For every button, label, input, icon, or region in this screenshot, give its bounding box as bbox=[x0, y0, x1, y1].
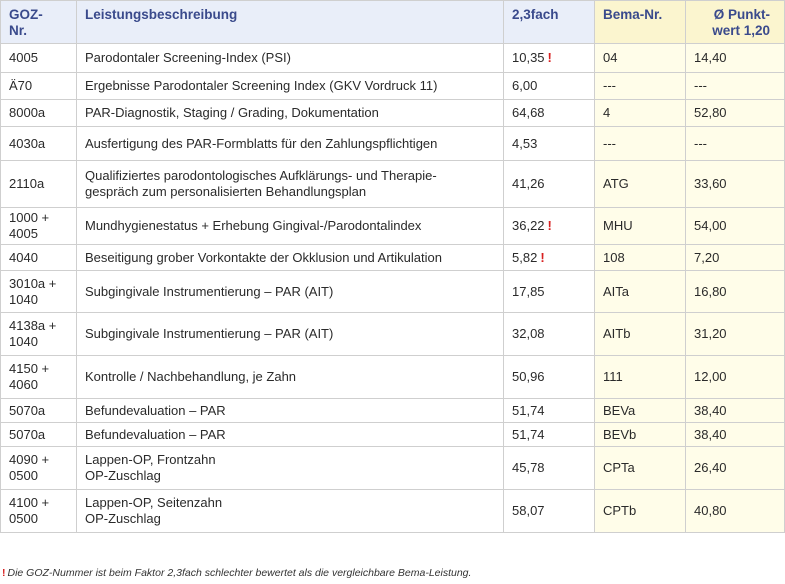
punktwert-cell: 54,00 bbox=[686, 208, 785, 245]
goz-number: 1000 + bbox=[9, 210, 50, 225]
description-line: OP-Zuschlag bbox=[85, 511, 161, 526]
price-cell bbox=[504, 73, 595, 100]
bema-cell: 4 bbox=[595, 100, 686, 127]
goz-number: 4100 + bbox=[9, 495, 50, 510]
goz-number: 4150 + bbox=[9, 361, 50, 376]
table-header-row bbox=[1, 1, 785, 44]
price-cell bbox=[504, 356, 595, 399]
table-row bbox=[1, 423, 785, 447]
punktwert-cell: 26,40 bbox=[686, 447, 785, 490]
punktwert-cell: 31,20 bbox=[686, 313, 785, 356]
price-value: 6,00 bbox=[512, 78, 538, 93]
price-cell bbox=[504, 423, 595, 447]
price-cell bbox=[504, 271, 595, 313]
description-line: Lappen-OP, Frontzahn bbox=[85, 452, 216, 467]
description-line: OP-Zuschlag bbox=[85, 468, 161, 483]
bema-cell: 111 bbox=[595, 356, 686, 399]
table-row bbox=[1, 245, 785, 271]
punktwert-cell: 38,40 bbox=[686, 423, 785, 447]
bema-cell: 04 bbox=[595, 44, 686, 73]
goz-cell bbox=[1, 208, 77, 245]
price-value: 64,68 bbox=[512, 105, 545, 120]
price-value: 5,82 bbox=[512, 249, 538, 265]
table-row bbox=[1, 356, 785, 399]
price-value: 45,78 bbox=[512, 460, 545, 475]
goz-number: 2110a bbox=[9, 176, 45, 191]
description-line: Kontrolle / Nachbehandlung, je Zahn bbox=[85, 369, 297, 384]
bema-cell: BEVa bbox=[595, 399, 686, 423]
description-line: Ergebnisse Parodontaler Screening Index (GKV Vordruck 11) bbox=[85, 78, 438, 93]
price-cell bbox=[504, 100, 595, 127]
goz-number: 5070a bbox=[9, 402, 46, 418]
price-value: 50,96 bbox=[512, 369, 545, 384]
description-line: Parodontaler Screening-Index (PSI) bbox=[85, 50, 291, 65]
goz-number: 4090 + bbox=[9, 452, 50, 467]
goz-cell bbox=[1, 127, 77, 161]
warning-flag: ! bbox=[547, 50, 552, 65]
punktwert-cell: 7,20 bbox=[686, 245, 785, 271]
footnote bbox=[2, 567, 471, 579]
description-cell bbox=[77, 73, 504, 100]
price-cell bbox=[504, 208, 595, 245]
punktwert-cell: 38,40 bbox=[686, 399, 785, 423]
price-cell bbox=[504, 44, 595, 73]
price-cell bbox=[504, 127, 595, 161]
bema-cell: CPTa bbox=[595, 447, 686, 490]
price-cell bbox=[504, 490, 595, 533]
goz-number: 5070a bbox=[9, 426, 46, 442]
description-line: Subgingivale Instrumentierung – PAR (AIT) bbox=[85, 326, 334, 341]
goz-number: 4060 bbox=[9, 377, 38, 392]
header-goz-line2: Nr. bbox=[9, 23, 28, 38]
header-faktor: 2,3fach bbox=[504, 1, 595, 44]
goz-number: 4005 bbox=[9, 50, 38, 65]
goz-cell bbox=[1, 73, 77, 100]
bema-cell: CPTb bbox=[595, 490, 686, 533]
description-cell bbox=[77, 208, 504, 245]
table-row bbox=[1, 73, 785, 100]
header-leistung: Leistungsbeschreibung bbox=[77, 1, 504, 44]
table-row bbox=[1, 313, 785, 356]
bema-cell: BEVb bbox=[595, 423, 686, 447]
bema-cell: ATG bbox=[595, 161, 686, 208]
goz-cell bbox=[1, 423, 77, 447]
price-value: 4,53 bbox=[512, 135, 538, 151]
punktwert-cell: 33,60 bbox=[686, 161, 785, 208]
table-row bbox=[1, 161, 785, 208]
description-line: Ausfertigung des PAR-Formblatts für den Zahlungspflichtigen bbox=[85, 135, 438, 151]
goz-number: 4030a bbox=[9, 135, 46, 151]
goz-cell bbox=[1, 161, 77, 208]
description-line: Befundevaluation – PAR bbox=[85, 426, 226, 442]
price-cell bbox=[504, 313, 595, 356]
price-value: 32,08 bbox=[512, 326, 545, 341]
price-cell bbox=[504, 399, 595, 423]
description-line: Qualifiziertes parodontologisches Aufklärungs- und Therapie- bbox=[85, 168, 437, 183]
punktwert-cell: 16,80 bbox=[686, 271, 785, 313]
footnote-mark: ! bbox=[2, 567, 6, 579]
price-value: 36,22 bbox=[512, 218, 545, 233]
table-row bbox=[1, 100, 785, 127]
description-cell bbox=[77, 356, 504, 399]
bema-cell: AITb bbox=[595, 313, 686, 356]
goz-number: 3010a + bbox=[9, 275, 57, 291]
bema-cell: --- bbox=[595, 127, 686, 161]
goz-cell bbox=[1, 490, 77, 533]
table-row bbox=[1, 399, 785, 423]
price-value: 10,35 bbox=[512, 50, 545, 65]
punktwert-cell: --- bbox=[686, 127, 785, 161]
table-row bbox=[1, 447, 785, 490]
description-cell bbox=[77, 313, 504, 356]
price-cell bbox=[504, 245, 595, 271]
description-cell bbox=[77, 423, 504, 447]
price-cell bbox=[504, 447, 595, 490]
goz-number: 1040 bbox=[9, 334, 38, 349]
goz-cell bbox=[1, 100, 77, 127]
bema-cell: 108 bbox=[595, 245, 686, 271]
goz-cell bbox=[1, 356, 77, 399]
price-value: 51,74 bbox=[512, 426, 545, 442]
bema-cell: AITa bbox=[595, 271, 686, 313]
description-cell bbox=[77, 100, 504, 127]
goz-number: 0500 bbox=[9, 468, 38, 483]
description-cell bbox=[77, 245, 504, 271]
footnote-text: Die GOZ-Nummer ist beim Faktor 2,3fach schlechter bewertet als die vergleichbare Bema-Leistung. bbox=[7, 567, 472, 579]
price-value: 58,07 bbox=[512, 503, 545, 518]
goz-cell bbox=[1, 271, 77, 313]
description-line: Mundhygienestatus + Erhebung Gingival-/Parodontalindex bbox=[85, 218, 422, 233]
header-punkt-line1: Ø Punkt- bbox=[713, 7, 770, 22]
description-line: Subgingivale Instrumentierung – PAR (AIT) bbox=[85, 283, 334, 299]
description-line: Lappen-OP, Seitenzahn bbox=[85, 495, 223, 510]
description-line: PAR-Diagnostik, Staging / Grading, Dokumentation bbox=[85, 105, 379, 120]
goz-cell bbox=[1, 313, 77, 356]
table-row bbox=[1, 208, 785, 245]
goz-cell bbox=[1, 447, 77, 490]
description-line: Befundevaluation – PAR bbox=[85, 402, 226, 418]
description-cell bbox=[77, 44, 504, 73]
table-row bbox=[1, 127, 785, 161]
price-value: 41,26 bbox=[512, 176, 545, 191]
header-goz-line1: GOZ- bbox=[9, 7, 43, 22]
goz-number: 4005 bbox=[9, 226, 38, 241]
punktwert-cell: 52,80 bbox=[686, 100, 785, 127]
description-line: gespräch zum personalisierten Behandlungsplan bbox=[85, 184, 367, 199]
description-cell bbox=[77, 127, 504, 161]
bema-cell: --- bbox=[595, 73, 686, 100]
goz-cell bbox=[1, 245, 77, 271]
goz-number: 8000a bbox=[9, 105, 46, 120]
goz-number: 1040 bbox=[9, 291, 38, 307]
table-row bbox=[1, 44, 785, 73]
goz-cell bbox=[1, 399, 77, 423]
punktwert-cell: 14,40 bbox=[686, 44, 785, 73]
bema-cell: MHU bbox=[595, 208, 686, 245]
table-row bbox=[1, 490, 785, 533]
description-cell bbox=[77, 161, 504, 208]
table-row bbox=[1, 271, 785, 313]
header-goz bbox=[1, 1, 77, 44]
warning-flag: ! bbox=[540, 249, 545, 265]
price-value: 17,85 bbox=[512, 283, 545, 299]
description-cell bbox=[77, 399, 504, 423]
goz-number: 4040 bbox=[9, 249, 38, 265]
description-line: Beseitigung grober Vorkontakte der Okklusion und Artikulation bbox=[85, 249, 442, 265]
header-bema: Bema-Nr. bbox=[595, 1, 686, 44]
punktwert-cell: 40,80 bbox=[686, 490, 785, 533]
punktwert-cell: --- bbox=[686, 73, 785, 100]
description-cell bbox=[77, 271, 504, 313]
goz-number: Ä70 bbox=[9, 78, 33, 93]
description-cell bbox=[77, 490, 504, 533]
price-value: 51,74 bbox=[512, 402, 545, 418]
goz-number: 4138a + bbox=[9, 318, 57, 333]
warning-flag: ! bbox=[547, 218, 552, 233]
header-punkt bbox=[686, 1, 785, 44]
punktwert-cell: 12,00 bbox=[686, 356, 785, 399]
price-cell bbox=[504, 161, 595, 208]
header-punkt-line2: wert 1,20 bbox=[712, 23, 770, 38]
goz-cell bbox=[1, 44, 77, 73]
goz-number: 0500 bbox=[9, 511, 38, 526]
description-cell bbox=[77, 447, 504, 490]
